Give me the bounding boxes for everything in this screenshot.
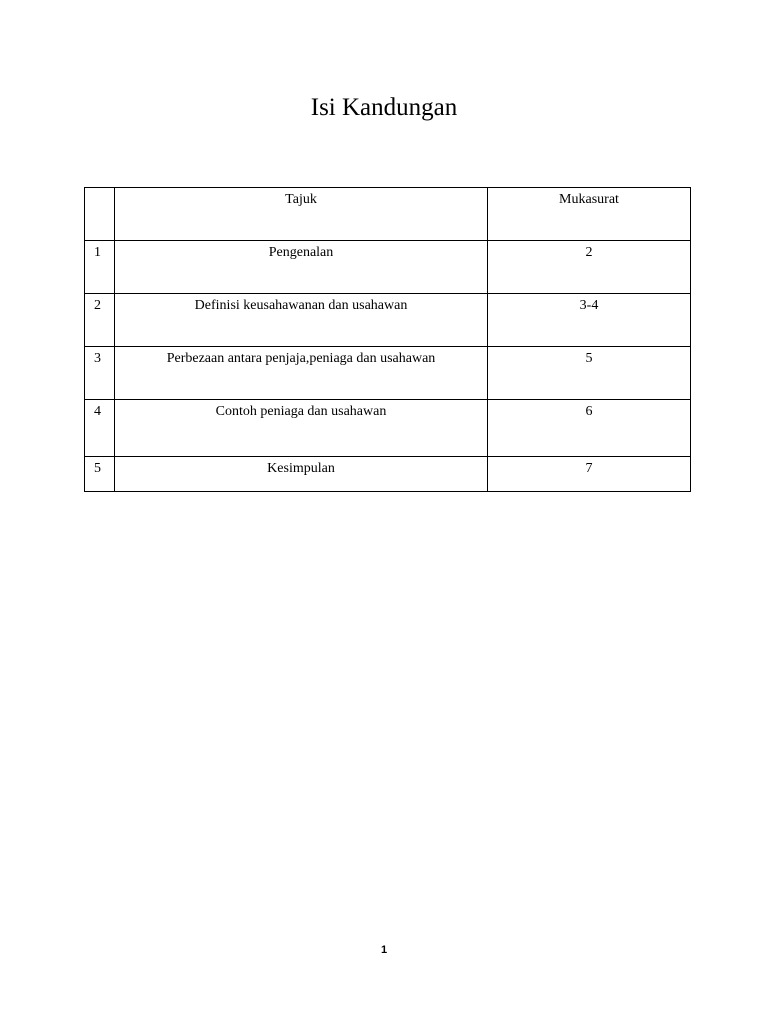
- row-title-cell: Perbezaan antara penjaja,peniaga dan usahawan: [115, 347, 488, 400]
- row-number-cell: 2: [85, 294, 115, 347]
- row-page-cell: 7: [488, 457, 691, 492]
- table-header-row: [85, 188, 691, 241]
- row-page-cell: 6: [488, 400, 691, 457]
- row-page-cell: 2: [488, 241, 691, 294]
- row-title-cell: Contoh peniaga dan usahawan: [115, 400, 488, 457]
- page-number: 1: [380, 944, 388, 956]
- table-of-contents: [84, 187, 691, 492]
- row-number-cell: 3: [85, 347, 115, 400]
- row-title-cell: Pengenalan: [115, 241, 488, 294]
- row-page-cell: 5: [488, 347, 691, 400]
- table-row: [85, 294, 691, 347]
- header-title-cell: Tajuk: [115, 188, 488, 241]
- table-row: [85, 347, 691, 400]
- header-number-cell: [85, 188, 115, 241]
- row-title-cell: Definisi keusahawanan dan usahawan: [115, 294, 488, 347]
- row-page-cell: 3-4: [488, 294, 691, 347]
- table-row: [85, 457, 691, 492]
- table-row: [85, 400, 691, 457]
- row-title-cell: Kesimpulan: [115, 457, 488, 492]
- row-number-cell: 1: [85, 241, 115, 294]
- row-number-cell: 5: [85, 457, 115, 492]
- table-row: [85, 241, 691, 294]
- header-page-cell: Mukasurat: [488, 188, 691, 241]
- page-title: Isi Kandungan: [310, 94, 458, 121]
- row-number-cell: 4: [85, 400, 115, 457]
